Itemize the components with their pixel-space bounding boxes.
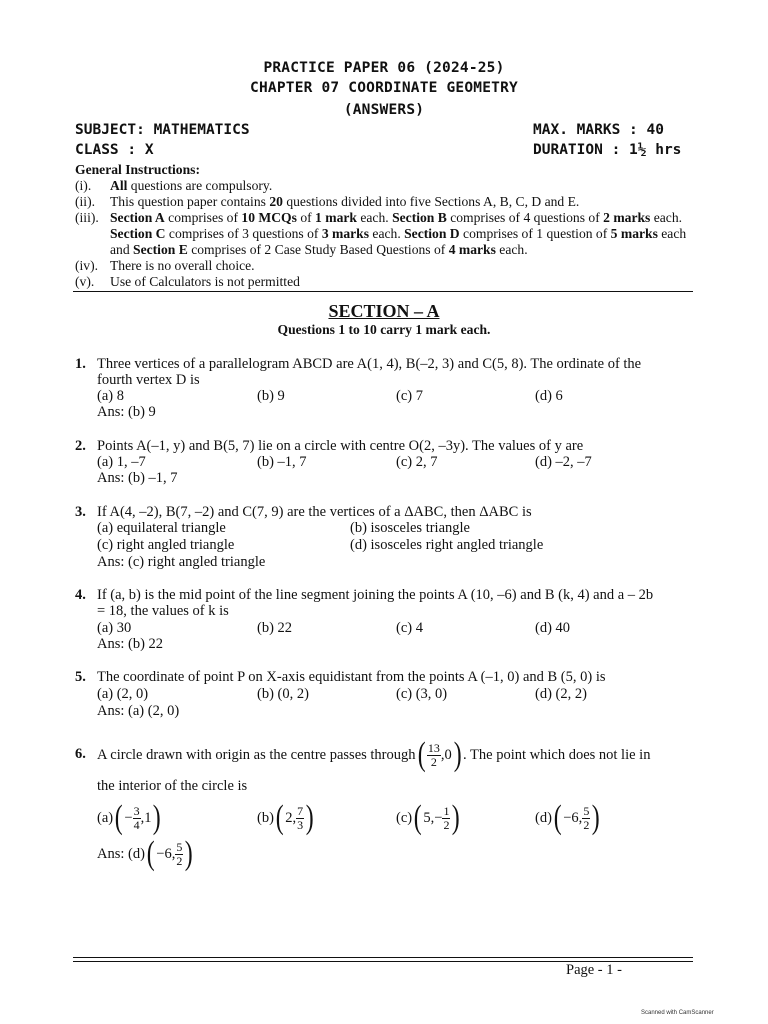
option-a: (a) 1, –7 [97,454,146,470]
class-label: CLASS : X [75,142,154,158]
answers-label: (ANSWERS) [343,102,425,118]
instruction-text: There is no overall choice. [110,258,255,273]
paper-title: PRACTICE PAPER 06 (2024-25) [263,60,505,76]
right-paren: ) [153,799,162,836]
option-c: (c) 7 [396,388,423,404]
option-c: (c) 4 [396,620,423,636]
option-label: (b) [257,809,274,826]
answer: Ans: (c) right angled triangle [97,554,266,570]
right-paren: ) [453,736,462,773]
fraction [296,805,304,832]
instruction-text: Section A comprises of 10 MCQs of 1 mark each. Section B comprises of 4 questions of 2 marks each. Section C comprises of 3 questions of 3 marks each. Section D comprises of 1 question of 5 marks each and Section E comprises of 2 Case Study Based Questions of 4 marks each. [110,210,687,257]
option-d: (d) (2, 2) [535,686,587,702]
question-text: the interior of the circle is [97,778,248,794]
option-b: (b) (0, 2) [257,686,309,702]
numerator: 5 [583,803,590,818]
option-c: (c) right angled triangle [97,537,235,553]
option-d [535,798,602,838]
point-rest: ,0 [440,746,452,763]
answer [97,834,195,874]
page-number: Page - 1 - [566,962,622,978]
option-d: (d) 40 [535,620,571,636]
max-marks-label: MAX. MARKS : 40 [533,122,664,138]
option-b: (b) 9 [257,388,285,404]
option-c: (c) (3, 0) [396,686,448,702]
denominator: 3 [297,817,304,832]
question-text: fourth vertex D is [97,372,200,388]
question-text-post: . The point which does not lie in [463,746,651,763]
option-a [97,798,163,838]
question-text: If (a, b) is the mid point of the line segment joining the points A (10, –6) and B (k, 4) and a – 2b [97,587,654,603]
option-a: (a) (2, 0) [97,686,149,702]
option-label: (a) [97,809,114,826]
subject-label: SUBJECT: MATHEMATICS [75,122,250,138]
denominator: 2 [176,853,183,868]
left-paren: ( [417,736,426,773]
chapter-title: CHAPTER 07 COORDINATE GEOMETRY [250,80,518,96]
question-number: 5. [75,669,86,685]
question-number: 1. [75,356,86,372]
option-b: (b) 22 [257,620,293,636]
numerator: 13 [427,740,440,755]
answer: Ans: (b) 9 [97,404,156,420]
option-a: (a) 8 [97,388,124,404]
question-text: The coordinate of point P on X-axis equidistant from the points A (–1, 0) and B (5, 0) is [97,669,606,685]
fraction [175,841,183,868]
numerator: 3 [133,803,140,818]
duration-label: DURATION : 1½ hrs [533,142,682,158]
instruction-item [0,274,768,290]
instruction-text: This question paper contains 20 questions divided into five Sections A, B, C, D and E. [110,194,580,209]
option-d: (d) isosceles right angled triangle [350,537,544,553]
option-a: (a) 30 [97,620,132,636]
instruction-item [0,194,768,210]
question-number: 4. [75,587,86,603]
question-text: Three vertices of a parallelogram ABCD are A(1, 4), B(–2, 3) and C(5, 8). The ordinate of the [97,356,642,372]
numerator: 5 [176,839,183,854]
left-paren: ( [275,799,284,836]
instruction-item [0,210,768,258]
denominator: 2 [583,817,590,832]
section-subtitle: Questions 1 to 10 carry 1 mark each. [277,322,491,337]
instruction-text: All questions are compulsory. [110,178,273,193]
question-text [97,733,650,777]
fraction [427,742,441,769]
option-prefix: 5,− [423,809,443,826]
question-number: 6. [75,746,86,762]
instruction-number: (iv). [75,258,99,273]
instructions-title: General Instructions: [75,162,200,177]
fraction [133,805,141,832]
right-paren: ) [592,799,600,836]
option-c [396,798,462,838]
answer-prefix: −6, [156,845,176,862]
option-prefix: −6, [563,809,583,826]
question-text: If A(4, –2), B(7, –2) and C(7, 9) are the vertices of a ΔABC, then ΔABC is [97,504,532,520]
instructions-divider [73,291,693,292]
option-a: (a) equilateral triangle [97,520,226,536]
instruction-number: (iii). [75,210,99,225]
section-title: SECTION – A [328,301,440,321]
answer: Ans: (b) 22 [97,636,164,652]
instruction-number: (i). [75,178,92,193]
option-c: (c) 2, 7 [396,454,438,470]
option-d: (d) 6 [535,388,563,404]
numerator: 1 [443,803,450,818]
instruction-number: (v). [75,274,95,289]
denominator: 2 [430,754,437,769]
right-paren: ) [185,835,193,872]
answer-label: Ans: (d) [97,845,145,862]
left-paren: ( [413,799,422,836]
question-text-pre: A circle drawn with origin as the centre passes through [97,746,416,763]
answer: Ans: (a) (2, 0) [97,703,180,719]
footer-divider-top [73,957,693,958]
instruction-number: (ii). [75,194,96,209]
answer: Ans: (b) –1, 7 [97,470,178,486]
denominator: 2 [443,817,450,832]
right-paren: ) [452,799,461,836]
left-paren: ( [146,835,155,872]
option-suffix: ,1 [140,809,152,826]
instruction-item [0,258,768,274]
left-paren: ( [553,799,562,836]
option-prefix: 2, [285,809,297,826]
denominator: 4 [133,817,140,832]
question-number: 2. [75,438,86,454]
option-b: (b) –1, 7 [257,454,307,470]
numerator: 7 [297,803,304,818]
left-paren: ( [114,799,123,836]
fraction [582,805,590,832]
question-text: Points A(–1, y) and B(5, 7) lie on a circle with centre O(2, –3y). The values of y are [97,438,584,454]
option-label: (d) [535,809,552,826]
fraction [442,805,450,832]
scanner-watermark: Scanned with CamScanner [641,1010,714,1016]
question-number: 3. [75,504,86,520]
instruction-text: Use of Calculators is not permitted [110,274,300,289]
option-label: (c) [396,809,413,826]
option-b [257,798,315,838]
right-paren: ) [305,799,314,836]
instruction-item [0,178,768,194]
option-d: (d) –2, –7 [535,454,592,470]
question-text: = 18, the values of k is [97,603,229,619]
option-b: (b) isosceles triangle [350,520,470,536]
option-prefix: − [124,809,133,826]
